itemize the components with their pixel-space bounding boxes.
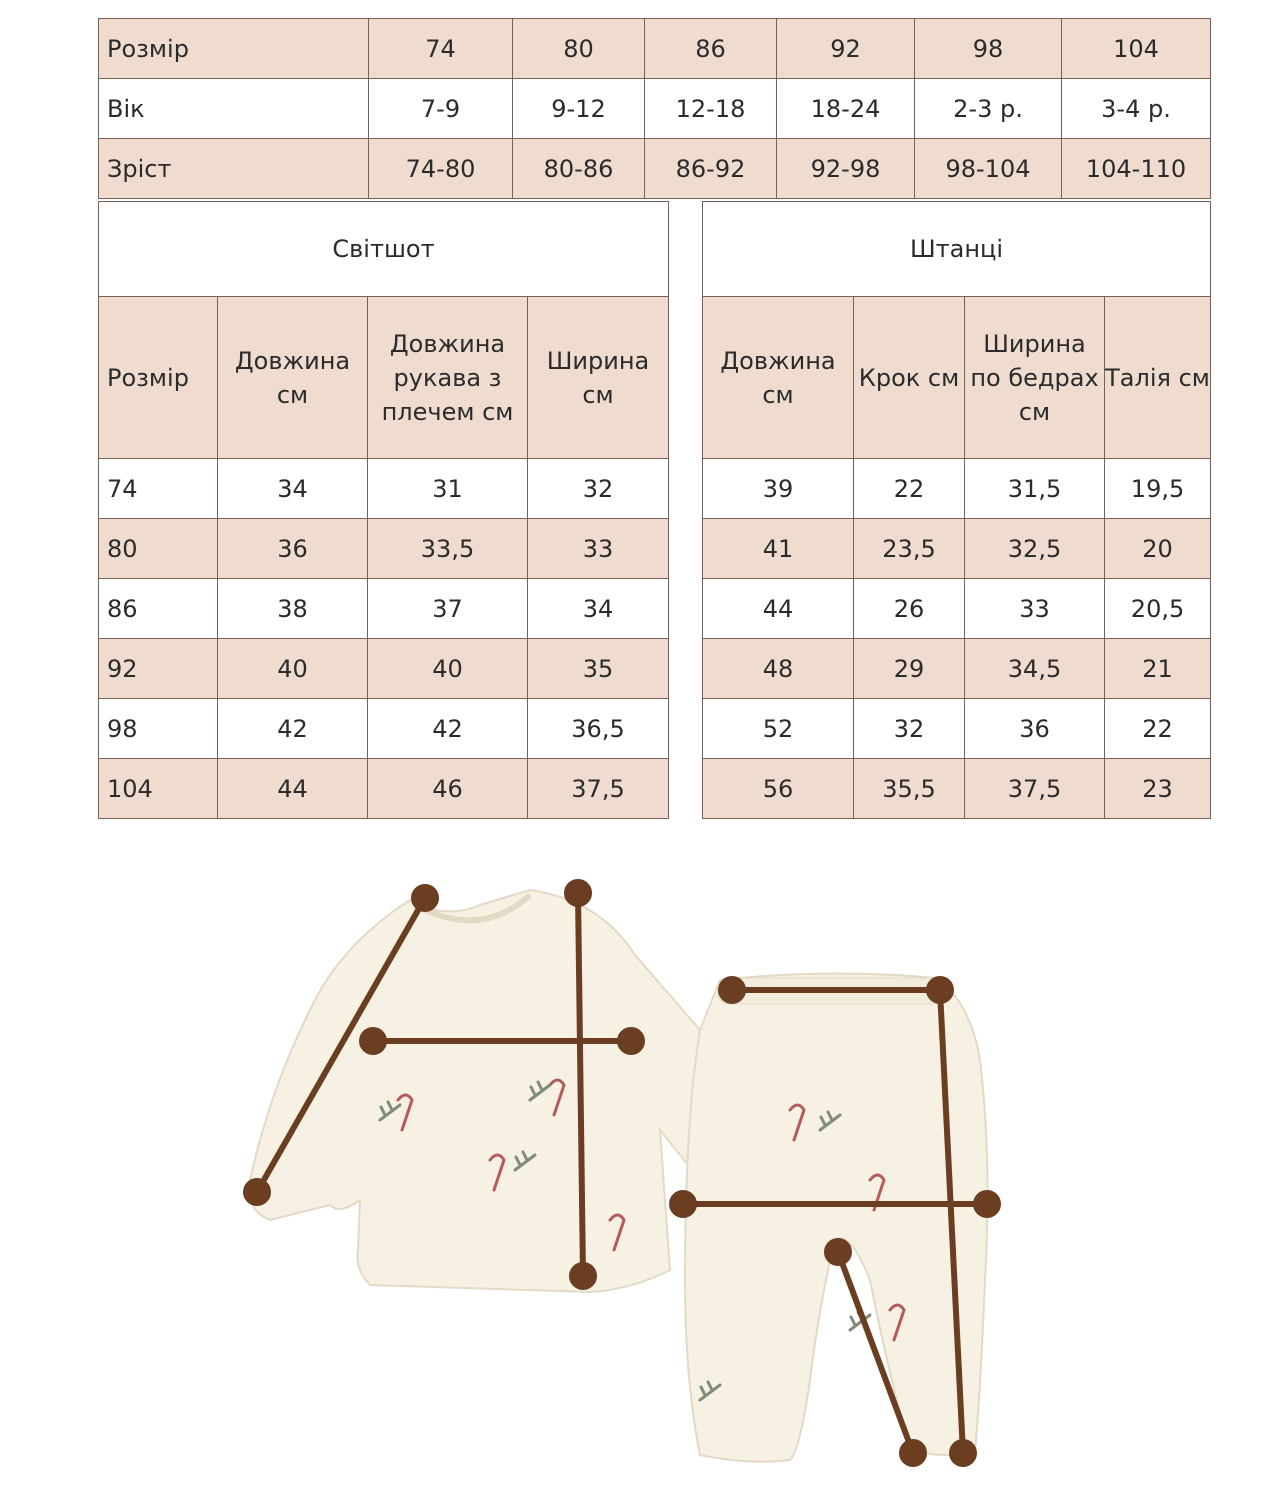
table-cell: 23,5: [854, 519, 965, 579]
measure-point: [414, 887, 436, 909]
table-cell: 21: [1105, 639, 1211, 699]
pants-header-row: [703, 297, 1211, 459]
column-header: Розмір: [99, 297, 218, 459]
size-age-height-table: [98, 18, 1211, 199]
table-row: [703, 639, 1211, 699]
table-cell: 42: [218, 699, 368, 759]
table-row: [99, 579, 669, 639]
table-cell: 32,5: [965, 519, 1105, 579]
measure-point: [976, 1193, 998, 1215]
age-row: [99, 79, 1211, 139]
measure-point: [362, 1030, 384, 1052]
cell: 80: [513, 19, 645, 79]
cell: 98: [915, 19, 1062, 79]
cell: 80-86: [513, 139, 645, 199]
cell: 74-80: [369, 139, 513, 199]
cell: 74: [369, 19, 513, 79]
cell: 9-12: [513, 79, 645, 139]
table-cell: 104: [99, 759, 218, 819]
table-cell: 48: [703, 639, 854, 699]
column-header: Крок см: [854, 297, 965, 459]
table-row: [99, 639, 669, 699]
pants-table: [702, 201, 1211, 819]
table-cell: 20: [1105, 519, 1211, 579]
measure-point: [572, 1265, 594, 1287]
table-row: [703, 459, 1211, 519]
height-row: [99, 139, 1211, 199]
table-row: [99, 699, 669, 759]
table-cell: 52: [703, 699, 854, 759]
measure-point: [567, 882, 589, 904]
table-cell: 36: [218, 519, 368, 579]
table-cell: 33: [528, 519, 669, 579]
table-row: [99, 459, 669, 519]
sweatshirt-title: Світшот: [99, 202, 669, 297]
cell: 3-4 р.: [1062, 79, 1211, 139]
table-cell: 29: [854, 639, 965, 699]
measure-point: [672, 1193, 694, 1215]
table-cell: 46: [368, 759, 528, 819]
table-cell: 33: [965, 579, 1105, 639]
table-cell: 44: [703, 579, 854, 639]
table-cell: 37,5: [528, 759, 669, 819]
table-cell: 23: [1105, 759, 1211, 819]
row-label: Розмір: [99, 19, 369, 79]
table-cell: 40: [368, 639, 528, 699]
table-cell: 20,5: [1105, 579, 1211, 639]
cell: 92: [777, 19, 915, 79]
cell: 104-110: [1062, 139, 1211, 199]
table-cell: 36: [965, 699, 1105, 759]
measure-point: [721, 979, 743, 1001]
table-cell: 32: [528, 459, 669, 519]
table-cell: 98: [99, 699, 218, 759]
table-cell: 33,5: [368, 519, 528, 579]
column-header: Талія см: [1105, 297, 1211, 459]
table-row: [703, 519, 1211, 579]
table-cell: 26: [854, 579, 965, 639]
table-cell: 22: [854, 459, 965, 519]
measure-point: [620, 1030, 642, 1052]
sweatshirt-table: [98, 201, 669, 819]
table-cell: 37,5: [965, 759, 1105, 819]
cell: 92-98: [777, 139, 915, 199]
table-cell: 80: [99, 519, 218, 579]
table-cell: 86: [99, 579, 218, 639]
table-cell: 39: [703, 459, 854, 519]
table-row: [703, 579, 1211, 639]
column-header: Довжина см: [703, 297, 854, 459]
table-cell: 31: [368, 459, 528, 519]
row-label: Зріст: [99, 139, 369, 199]
row-label: Вік: [99, 79, 369, 139]
table-cell: 36,5: [528, 699, 669, 759]
measure-point: [827, 1241, 849, 1263]
column-header: Ширина по бедрах см: [965, 297, 1105, 459]
measure-point: [902, 1442, 924, 1464]
table-cell: 41: [703, 519, 854, 579]
column-header: Довжина см: [218, 297, 368, 459]
table-cell: 34,5: [965, 639, 1105, 699]
pants-title: Штанці: [703, 202, 1211, 297]
table-row: [99, 759, 669, 819]
table-cell: 92: [99, 639, 218, 699]
cell: 104: [1062, 19, 1211, 79]
garment-measurement-illustration: [230, 860, 1030, 1480]
measure-point: [952, 1442, 974, 1464]
table-cell: 44: [218, 759, 368, 819]
table-cell: 35,5: [854, 759, 965, 819]
measure-point: [246, 1181, 268, 1203]
cell: 12-18: [645, 79, 777, 139]
table-cell: 37: [368, 579, 528, 639]
table-cell: 32: [854, 699, 965, 759]
table-cell: 40: [218, 639, 368, 699]
table-row: [99, 519, 669, 579]
table-cell: 42: [368, 699, 528, 759]
table-cell: 56: [703, 759, 854, 819]
cell: 98-104: [915, 139, 1062, 199]
cell: 18-24: [777, 79, 915, 139]
size-row: [99, 19, 1211, 79]
table-row: [703, 759, 1211, 819]
column-header: Ширина см: [528, 297, 669, 459]
cell: 86: [645, 19, 777, 79]
cell: 2-3 р.: [915, 79, 1062, 139]
table-cell: 31,5: [965, 459, 1105, 519]
cell: 7-9: [369, 79, 513, 139]
table-cell: 19,5: [1105, 459, 1211, 519]
table-cell: 34: [218, 459, 368, 519]
table-cell: 35: [528, 639, 669, 699]
sweatshirt-header-row: [99, 297, 669, 459]
table-row: [703, 699, 1211, 759]
column-header: Довжина рукава з плечем см: [368, 297, 528, 459]
table-cell: 22: [1105, 699, 1211, 759]
table-cell: 34: [528, 579, 669, 639]
cell: 86-92: [645, 139, 777, 199]
table-cell: 38: [218, 579, 368, 639]
table-cell: 74: [99, 459, 218, 519]
